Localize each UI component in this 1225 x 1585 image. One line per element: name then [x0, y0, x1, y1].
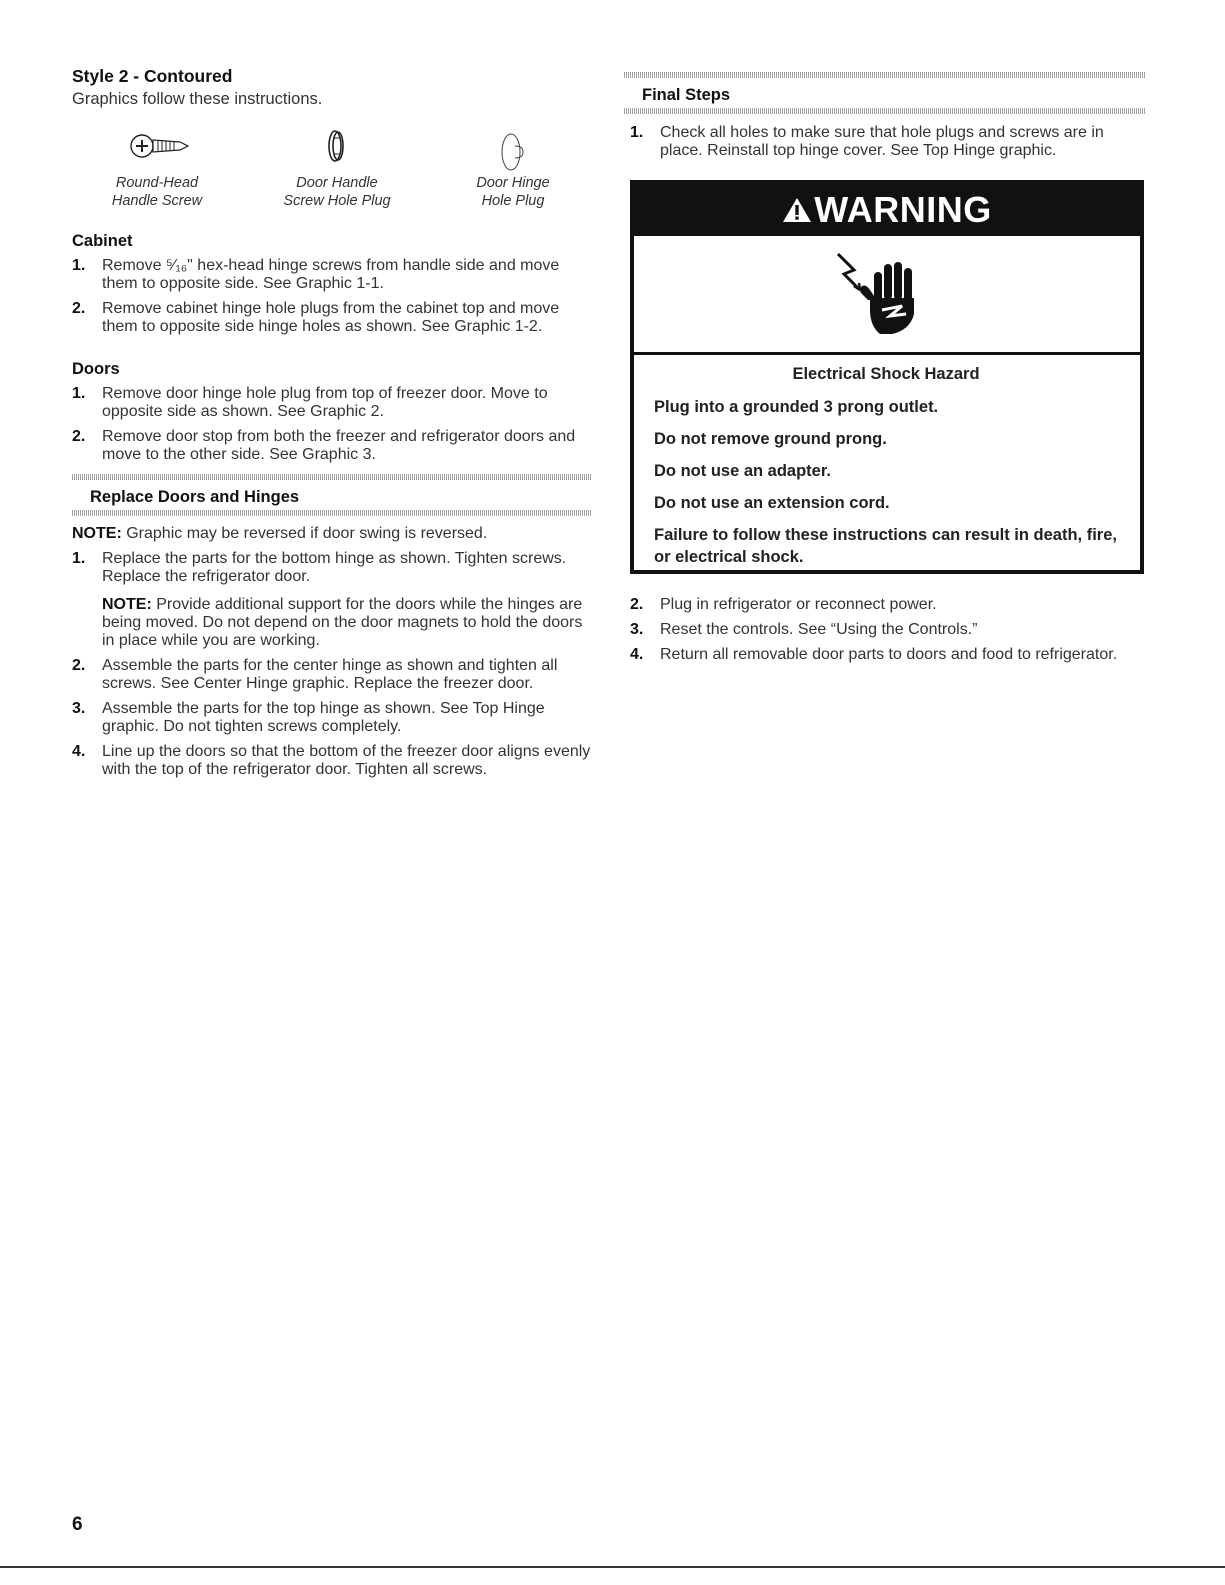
item-number: 1.: [630, 124, 644, 141]
part-label-line2: Handle Screw: [111, 193, 203, 209]
item-text: Remove ⁵⁄₁₆" hex-head hinge screws from handle side and move them to opposite side. See Graphic 1-1.: [102, 257, 560, 292]
item-number: 1.: [72, 257, 86, 274]
item-number: 1.: [72, 385, 86, 402]
warning-box: [630, 180, 1144, 574]
item-number: 3.: [630, 621, 644, 638]
item-number: 4.: [630, 646, 644, 663]
item-text: Remove door stop from both the freezer and refrigerator doors and move to the other side. See Graphic 3.: [102, 428, 576, 463]
note-text: Graphic may be reversed if door swing is reversed.: [121, 525, 488, 542]
item-number: 1.: [72, 550, 86, 567]
warning-line: Failure to follow these instructions can result in death, fire, or electrical shock.: [654, 526, 1117, 566]
part-label-line1: Door Hinge: [476, 175, 550, 191]
warning-triangle-icon: [782, 196, 812, 224]
list-item: [72, 385, 592, 421]
final-divider-top: [624, 72, 1146, 78]
warning-header: [634, 184, 1140, 236]
inner-note: [102, 596, 592, 650]
item-number: 4.: [72, 743, 86, 760]
final-divider-bottom: [624, 108, 1146, 114]
screw-icon: [122, 128, 192, 164]
note-label: NOTE:: [102, 596, 152, 613]
list-item: [630, 646, 1144, 664]
cabinet-heading: Cabinet: [72, 232, 133, 250]
warning-picture: [634, 236, 1140, 355]
list-item: [630, 621, 1144, 639]
part-label-line1: Round-Head: [115, 175, 199, 191]
final-list-2: [630, 596, 1144, 671]
final-steps-heading: Final Steps: [642, 86, 731, 104]
replace-note: [72, 525, 487, 543]
list-item: [72, 657, 592, 693]
item-text: Return all removable door parts to doors and food to refrigerator.: [660, 646, 1118, 663]
page-number: 6: [72, 1514, 83, 1535]
part-round-head-screw: [72, 128, 242, 210]
warning-title: WARNING: [814, 189, 992, 230]
warning-line: Do not remove ground prong.: [654, 430, 887, 448]
item-text: Line up the doors so that the bottom of the freezer door aligns evenly with the top of the refrigerator door. Tighten all screws.: [102, 743, 591, 778]
item-text: Assemble the parts for the center hinge as shown and tighten all screws. See Center Hinge graphic. Replace the freezer door.: [102, 657, 558, 692]
item-number: 2.: [72, 300, 86, 317]
doors-heading: Doors: [72, 360, 120, 378]
intro-text: Graphics follow these instructions.: [72, 90, 323, 108]
list-item: [630, 124, 1144, 160]
bottom-rule: [0, 1566, 1225, 1568]
item-text: Reset the controls. See “Using the Controls.”: [660, 621, 978, 638]
list-item: [72, 428, 592, 464]
replace-heading: Replace Doors and Hinges: [90, 488, 300, 506]
item-number: 2.: [72, 428, 86, 445]
item-number: 2.: [630, 596, 644, 613]
list-item: [72, 257, 592, 293]
item-text: Check all holes to make sure that hole plugs and screws are in place. Reinstall top hinge cover. See Top Hinge graphic.: [660, 124, 1104, 159]
item-number: 2.: [72, 657, 86, 674]
part-door-hinge-plug: [428, 128, 598, 210]
electrical-shock-hand-icon: [830, 250, 940, 340]
style-heading: Style 2 - Contoured: [72, 66, 233, 86]
item-text: Remove cabinet hinge hole plugs from the cabinet top and move them to opposite side hinge holes as shown. See Graphic 1-2.: [102, 300, 560, 335]
part-label-line2: Hole Plug: [481, 193, 545, 209]
item-text: Replace the parts for the bottom hinge as shown. Tighten screws. Replace the refrigerator door.: [102, 550, 567, 585]
section-divider-bottom: [72, 510, 592, 516]
final-list-1: [630, 124, 1144, 167]
part-label-line2: Screw Hole Plug: [283, 193, 391, 209]
replace-list: [72, 550, 592, 786]
item-text: Remove door hinge hole plug from top of freezer door. Move to opposite side as shown. See Graphic 2.: [102, 385, 548, 420]
warning-line: Do not use an adapter.: [654, 462, 831, 480]
list-item: [72, 700, 592, 736]
list-item: [72, 300, 592, 336]
list-item: [72, 743, 592, 779]
warning-line: Do not use an extension cord.: [654, 494, 890, 512]
warning-body: [634, 355, 1140, 568]
warning-line: Plug into a grounded 3 prong outlet.: [654, 398, 939, 416]
item-text: Plug in refrigerator or reconnect power.: [660, 596, 937, 613]
note-text: Provide additional support for the doors while the hinges are being moved. Do not depend on the door magnets to hold the doors in place while you are working.: [102, 596, 583, 649]
part-door-handle-plug: [252, 128, 422, 210]
item-number: 3.: [72, 700, 86, 717]
handle-plug-icon: [317, 128, 357, 164]
section-divider-top: [72, 474, 592, 480]
cabinet-list: [72, 257, 592, 343]
hazard-title: Electrical Shock Hazard: [792, 365, 980, 383]
note-label: NOTE:: [72, 525, 122, 542]
parts-legend: [72, 128, 592, 228]
item-text: Assemble the parts for the top hinge as shown. See Top Hinge graphic. Do not tighten screws completely.: [102, 700, 545, 735]
doors-list: [72, 385, 592, 471]
hinge-plug-icon: [491, 128, 535, 172]
list-item: [72, 550, 592, 650]
part-label-line1: Door Handle: [296, 175, 378, 191]
list-item: [630, 596, 1144, 614]
